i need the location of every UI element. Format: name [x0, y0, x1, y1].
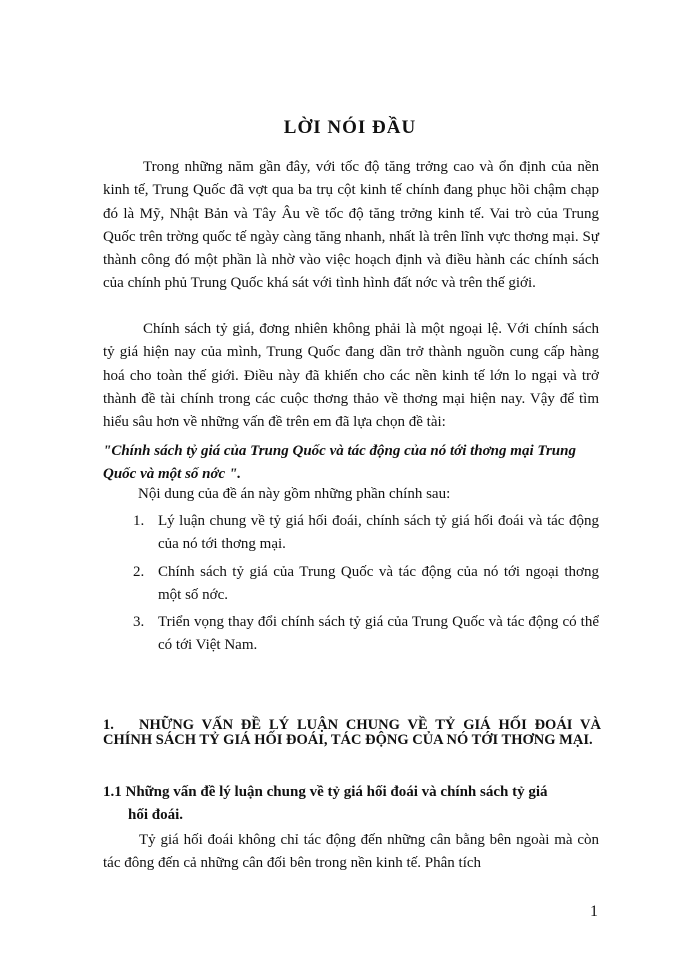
- section-1-1-paragraph-text: Tỷ giá hối đoái không chỉ tác động đến những cân bằng bên ngoài mà còn tác đông đến cả những cân đối bên trong nền kinh tế. Phân tích: [103, 832, 599, 872]
- section-1-number: 1.: [103, 717, 114, 733]
- list-item: [133, 510, 599, 557]
- list-item-number: 3.: [133, 614, 145, 631]
- topic-quote: "Chính sách tỷ giá của Trung Quốc và tác động của nó tới thơng mại Trung Quốc và một số nớc ".: [103, 443, 576, 482]
- list-item: [133, 611, 599, 658]
- section-1-1-title-line2: hối đoái.: [128, 807, 184, 823]
- section-1-title: NHỮNG VẤN ĐỀ LÝ LUẬN CHUNG VỀ TỶ GIÁ HỐI ĐOÁI VÀ CHÍNH SÁCH TỶ GIÁ HỐI ĐOÁI, TÁC ĐỘNG CỦA NÓ TỚI THƠNG MẠI.: [103, 717, 601, 748]
- list-item-text: Chính sách tỷ giá của Trung Quốc và tác động của nó tới ngoại thơng một số nớc.: [158, 563, 599, 603]
- page-title: LỜI NÓI ĐẦU: [283, 117, 417, 138]
- section-1-1-paragraph: [103, 829, 599, 876]
- paragraph-1: [103, 156, 599, 296]
- list-item-text: Triển vọng thay đổi chính sách tỷ giá của Trung Quốc và tác động có thể có tới Việt Nam.: [158, 614, 599, 654]
- page-number: 1: [590, 903, 598, 920]
- list-item-text: Lý luận chung về tỷ giá hối đoái, chính sách tỷ giá hối đoái và tác động của nó tới thơng mại.: [158, 513, 599, 553]
- contents-list: [133, 510, 599, 662]
- paragraph-2: [103, 318, 599, 434]
- section-1-1-heading: [103, 781, 601, 827]
- section-1-1-title-line1: 1.1 Những vấn đề lý luận chung về tỷ giá hối đoái và chính sách tỷ giá: [103, 784, 548, 800]
- list-item-number: 1.: [133, 513, 145, 529]
- paragraph-2-text: Chính sách tỷ giá, đơng nhiên không phải là một ngoại lệ. Với chính sách tỷ giá hiện nay của mình, Trung Quốc đang dần trở thành nguồn cung cấp hàng hoá cho toàn thế giới. Điều này đã khiến cho các nền kinh tế lớn lo ngại và trở thành đề tài chính trong các cuộc thơng thảo về thơng mại hiện nay. Vậy để tìm hiểu sâu hơn về những vấn đề trên em đã lựa chọn đề tài:: [103, 321, 599, 431]
- section-1-heading: [103, 718, 601, 748]
- list-item-number: 2.: [133, 563, 145, 580]
- list-item: [133, 561, 599, 608]
- paragraph-1-text: Trong những năm gần đây, với tốc độ tăng trởng cao và ổn định của nền kinh tế, Trung Quốc đã vợt qua ba trụ cột kinh tế chính đang phục hồi chậm chạp đó là Mỹ, Nhật Bản và Tây Âu về tốc độ tăng trởng kinh tế. Vai trò của Trung Quốc trên trờng quốc tế ngày càng tăng nhanh, nhất là trên lĩnh vực thơng mại. Sự thành công đó một phần là nhờ vào việc hoạch định và điều hành các chính sách của chính phủ Trung Quốc khá sát với tình hình đất nớc và trên thế giới.: [103, 159, 599, 292]
- contents-intro: Nội dung của đề án này gồm những phần chính sau:: [138, 486, 451, 502]
